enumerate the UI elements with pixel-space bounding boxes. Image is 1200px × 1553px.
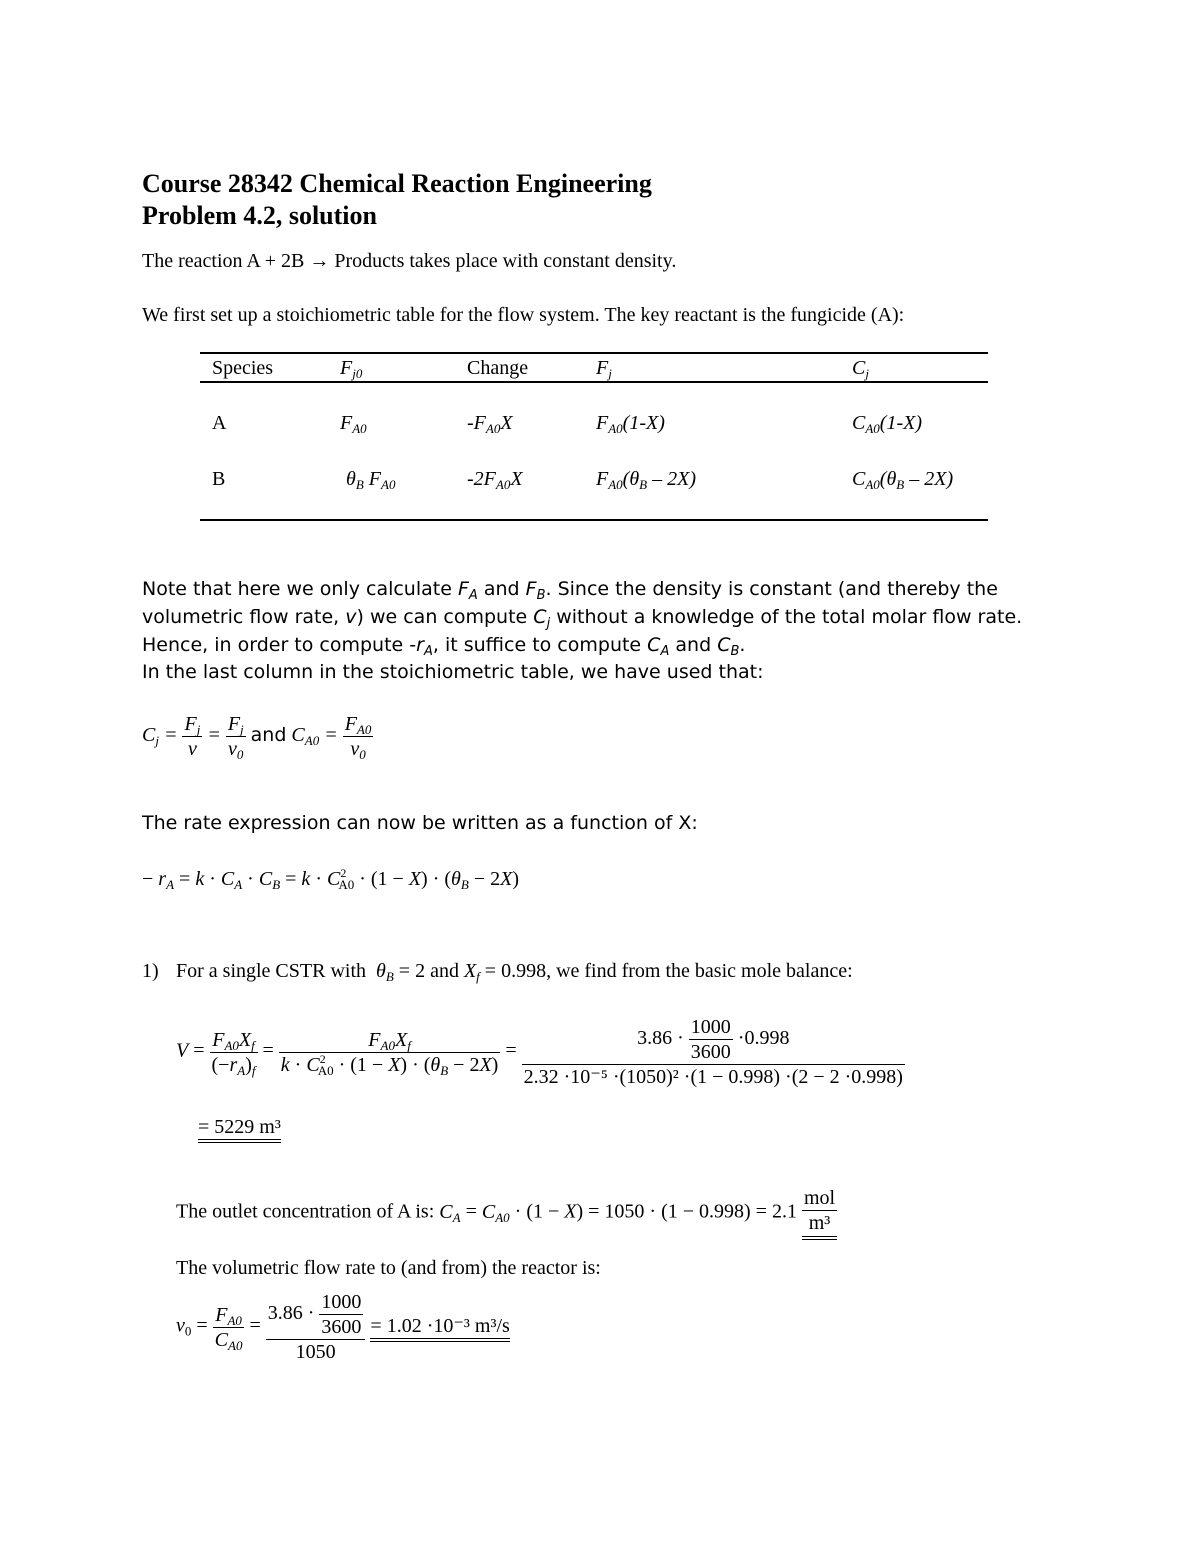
header-change: Change xyxy=(467,357,529,379)
outlet-intro: The outlet concentration of A is: xyxy=(176,1200,435,1223)
rate-intro: The rate expression can now be written as a function of X: xyxy=(142,812,698,834)
outlet-unit: $\frac{\text{mol}}{\text{m³}}$ xyxy=(802,1186,837,1240)
row-b-fj0: $\theta_B$ $F_{A0}$ xyxy=(346,468,396,492)
header-fj: $F_j$ xyxy=(596,357,612,381)
header-cj: $C_j$ xyxy=(852,357,869,381)
problem-title: Problem 4.2, solution xyxy=(142,201,377,230)
fraction-numeric: 3.86 · $\frac{1000}{3600}$ ·0.998 2.32 ·10⁻⁵ ·(1050)² ·(1 − 0.998) ·(2 − 2 ·0.998) xyxy=(523,1016,903,1088)
row-b-species: B xyxy=(212,468,226,490)
row-a-fj0: $F_{A0}$ xyxy=(340,412,367,436)
course-title: Course 28342 Chemical Reaction Engineering xyxy=(142,169,652,198)
flow-result: = 1.02 ·10⁻³ m³/s xyxy=(370,1315,509,1342)
header-fj0: $F_{j0}$ xyxy=(340,357,363,381)
part1-label: 1) xyxy=(142,960,159,982)
volume-result: = 5229 m³ xyxy=(198,1116,281,1139)
fraction-flow-numeric: 3.86 · $\frac{1000}{3600}$ 1050 xyxy=(266,1290,366,1364)
outlet-concentration: The outlet concentration of A is: $C_A = C_{A0} \cdot (1 - X) = 1050 \cdot (1 - 0.998) = 2.1$ $\frac{\text{mol}}{\text{m³}}$ xyxy=(176,1186,837,1240)
row-a-cj: $C_{A0}(1-X)$ xyxy=(852,412,922,436)
and-word: and xyxy=(250,724,287,747)
row-a-change: $-F_{A0}X$ xyxy=(467,412,513,436)
fraction-fa0xf-over-ra: $\frac{F_{A0}X_f}{(-r_A)_f}$ xyxy=(211,1028,256,1078)
volume-equation: V = $\frac{F_{A0}X_f}{(-r_A)_f}$ = $\frac{F_{A0}X_f}{k \cdot C^2_{A0} \cdot (1 - X) \cdot (\theta_B - 2X)}$ = 3.86 · $\frac{1000}{3600}$ ·0.998 2.32 ·10⁻⁵ ·(1050)² ·(1 − 0.998) ·(2 − 2 ·0.998) xyxy=(176,1016,903,1088)
concentration-equation: $C_j$ = $\frac{F_j}{v}$ = $\frac{F_j}{v_0}$ and $C_{A0}$ = $\frac{F_{A0}}{v_0}$ xyxy=(142,713,372,762)
row-b-cj: $C_{A0}(\theta_B - 2X)$ xyxy=(852,468,954,492)
note-line-1: Note that here we only calculate $F_A$ and $F_B$. Since the density is constant (and thereby the xyxy=(142,578,998,603)
row-b-change: $-2F_{A0}X$ xyxy=(467,468,523,492)
note-line-3: Hence, in order to compute $-r_A$, it suffice to compute $C_A$ and $C_B$. xyxy=(142,634,746,659)
note-line-2: volumetric flow rate, v) we can compute $C_j$ without a knowledge of the total molar flow rate. xyxy=(142,606,1023,631)
row-b-fj: $F_{A0}(\theta_B - 2X)$ xyxy=(596,468,696,492)
fraction-fj-over-v0: $\frac{F_j}{v_0}$ xyxy=(227,713,244,762)
table-bottom-rule xyxy=(200,519,988,521)
table-header-rule xyxy=(200,381,988,383)
fraction-fa0-over-ca0: $\frac{F_{A0}}{C_{A0}}$ xyxy=(214,1303,243,1353)
fraction-fa0-over-v0: $\frac{F_{A0}}{v_0}$ xyxy=(344,713,372,762)
flow-equation: $v_0$ = $\frac{F_{A0}}{C_{A0}}$ = 3.86 · $\frac{1000}{3600}$ 1050 = 1.02 ·10⁻³ m³/s xyxy=(176,1291,510,1363)
table-top-rule xyxy=(200,352,988,354)
reaction-line: The reaction A + 2B → Products takes place with constant density. xyxy=(142,250,677,272)
row-a-species: A xyxy=(212,412,227,434)
rate-expression: − $r_A = k \cdot C_A \cdot C_B = k \cdot C^2_{A0} \cdot (1 - X) \cdot (\theta_B - 2X)$ xyxy=(142,866,519,892)
table-intro: We first set up a stoichiometric table for the flow system. The key reactant is the fungicide (A): xyxy=(142,304,905,326)
fraction-rate-law: $\frac{F_{A0}X_f}{k \cdot C^2_{A0} \cdot (1 - X) \cdot (\theta_B - 2X)}$ xyxy=(280,1028,499,1078)
note-line-4: In the last column in the stoichiometric table, we have used that: xyxy=(142,661,764,683)
flow-intro: The volumetric flow rate to (and from) the reactor is: xyxy=(176,1257,601,1279)
part1-text: For a single CSTR with $\theta_B = 2$ and $X_f = 0.998$, we find from the basic mole balance: xyxy=(176,960,853,984)
fraction-fj-over-v: $\frac{F_j}{v}$ xyxy=(184,713,201,760)
header-species: Species xyxy=(212,357,274,379)
row-a-fj: $F_{A0}(1-X)$ xyxy=(596,412,665,436)
